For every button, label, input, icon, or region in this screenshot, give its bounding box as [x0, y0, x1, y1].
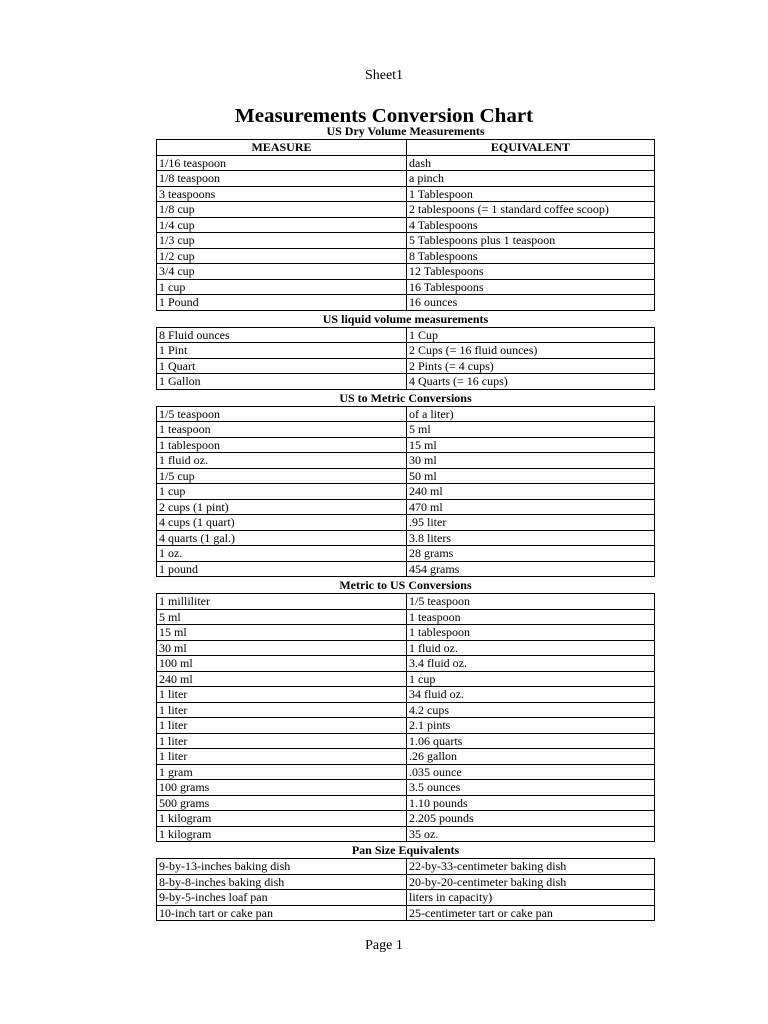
section-table [156, 406, 655, 578]
measure-cell: 1/16 teaspoon [157, 155, 407, 171]
equivalent-cell: 3.8 liters [407, 530, 655, 546]
measure-cell: 1/8 teaspoon [157, 171, 407, 187]
measure-cell: 1 pound [157, 561, 407, 577]
table-row [157, 656, 655, 672]
measure-cell: 4 quarts (1 gal.) [157, 530, 407, 546]
measure-cell: 9-by-13-inches baking dish [157, 859, 407, 875]
measure-cell: 1/8 cup [157, 202, 407, 218]
measure-cell: 8 Fluid ounces [157, 327, 407, 343]
section-table [156, 327, 655, 390]
equivalent-cell: 30 ml [407, 453, 655, 469]
measure-cell: 30 ml [157, 640, 407, 656]
table-row [157, 327, 655, 343]
measure-cell: 2 cups (1 pint) [157, 499, 407, 515]
equivalent-cell: 4 Tablespoons [407, 217, 655, 233]
table-row [157, 515, 655, 531]
equivalent-cell: 1.10 pounds [407, 795, 655, 811]
table-row [157, 687, 655, 703]
measure-cell: 10-inch tart or cake pan [157, 905, 407, 921]
equivalent-cell: 4 Quarts (= 16 cups) [407, 374, 655, 390]
sheet-header: Sheet1 [364, 68, 404, 83]
equivalent-cell: 15 ml [407, 437, 655, 453]
measure-cell: 1/4 cup [157, 217, 407, 233]
equivalent-cell: 35 oz. [407, 826, 655, 842]
measure-cell: 240 ml [157, 671, 407, 687]
equivalent-cell: 34 fluid oz. [407, 687, 655, 703]
table-row [157, 561, 655, 577]
equivalent-cell: 22-by-33-centimeter baking dish [407, 859, 655, 875]
equivalent-cell: 4.2 cups [407, 702, 655, 718]
table-row [157, 780, 655, 796]
equivalent-cell: 1 cup [407, 671, 655, 687]
section-table [156, 858, 655, 921]
measure-column-header: MEASURE [157, 140, 407, 156]
measure-cell: 1 cup [157, 484, 407, 500]
measure-cell: 1 cup [157, 279, 407, 295]
table-row [157, 749, 655, 765]
table-row [157, 406, 655, 422]
section-title: Metric to US Conversions [339, 578, 472, 592]
measure-cell: 9-by-5-inches loaf pan [157, 890, 407, 906]
measure-cell: 1/5 teaspoon [157, 406, 407, 422]
table-row [157, 374, 655, 390]
equivalent-cell: 20-by-20-centimeter baking dish [407, 874, 655, 890]
equivalent-cell: 1 Cup [407, 327, 655, 343]
measure-cell: 1 fluid oz. [157, 453, 407, 469]
measure-cell: 1 liter [157, 687, 407, 703]
section-table [156, 139, 655, 311]
table-row [157, 186, 655, 202]
measure-cell: 4 cups (1 quart) [157, 515, 407, 531]
equivalent-cell: of a liter) [407, 406, 655, 422]
measure-cell: 8-by-8-inches baking dish [157, 874, 407, 890]
chart-title-container [0, 100, 768, 122]
table-row [157, 530, 655, 546]
equivalent-cell: 1 tablespoon [407, 625, 655, 641]
equivalent-cell: 3.4 fluid oz. [407, 656, 655, 672]
equivalent-cell: dash [407, 155, 655, 171]
measure-cell: 1 Gallon [157, 374, 407, 390]
table-row [157, 279, 655, 295]
table-row [157, 295, 655, 311]
equivalent-column-header: EQUIVALENT [407, 140, 655, 156]
measure-cell: 1 kilogram [157, 811, 407, 827]
measure-cell: 1 liter [157, 702, 407, 718]
measure-cell: 3/4 cup [157, 264, 407, 280]
measure-cell: 1 Pound [157, 295, 407, 311]
measure-cell: 1 liter [157, 749, 407, 765]
table-row [157, 171, 655, 187]
table-row [157, 640, 655, 656]
table-row [157, 484, 655, 500]
measure-cell: 1 teaspoon [157, 422, 407, 438]
column-header-row [157, 140, 655, 156]
equivalent-cell: 2 Cups (= 16 fluid ounces) [407, 343, 655, 359]
equivalent-cell: 50 ml [407, 468, 655, 484]
measure-cell: 1/5 cup [157, 468, 407, 484]
table-row [157, 671, 655, 687]
measure-cell: 1 liter [157, 718, 407, 734]
equivalent-cell: 470 ml [407, 499, 655, 515]
equivalent-cell: 240 ml [407, 484, 655, 500]
equivalent-cell: 1 teaspoon [407, 609, 655, 625]
equivalent-cell: 1 fluid oz. [407, 640, 655, 656]
section-table [156, 593, 655, 842]
measure-cell: 1 gram [157, 764, 407, 780]
measure-cell: 1/3 cup [157, 233, 407, 249]
equivalent-cell: 25-centimeter tart or cake pan [407, 905, 655, 921]
equivalent-cell: 1 Tablespoon [407, 186, 655, 202]
table-row [157, 625, 655, 641]
equivalent-cell: 12 Tablespoons [407, 264, 655, 280]
table-row [157, 890, 655, 906]
page-footer: Page 1 [365, 938, 403, 953]
measure-cell: 500 grams [157, 795, 407, 811]
table-row [157, 905, 655, 921]
table-row [157, 546, 655, 562]
section-title: Pan Size Equivalents [351, 843, 460, 857]
equivalent-cell: 2 Pints (= 4 cups) [407, 358, 655, 374]
measure-cell: 1 liter [157, 733, 407, 749]
measure-cell: 1 tablespoon [157, 437, 407, 453]
equivalent-cell: liters in capacity) [407, 890, 655, 906]
conversion-sheet [156, 123, 655, 921]
measure-cell: 1/2 cup [157, 248, 407, 264]
equivalent-cell: 3.5 ounces [407, 780, 655, 796]
equivalent-cell: 16 ounces [407, 295, 655, 311]
table-row [157, 264, 655, 280]
table-row [157, 422, 655, 438]
equivalent-cell: 1.06 quarts [407, 733, 655, 749]
table-row [157, 874, 655, 890]
chart-title: Measurements Conversion Chart [234, 105, 534, 122]
measure-cell: 1 kilogram [157, 826, 407, 842]
measure-cell: 100 grams [157, 780, 407, 796]
equivalent-cell: .95 liter [407, 515, 655, 531]
measure-cell: 15 ml [157, 625, 407, 641]
table-row [157, 733, 655, 749]
measure-cell: 1 milliliter [157, 594, 407, 610]
table-row [157, 155, 655, 171]
table-row [157, 248, 655, 264]
table-row [157, 202, 655, 218]
section-title: US Dry Volume Measurements [326, 124, 485, 138]
equivalent-cell: a pinch [407, 171, 655, 187]
table-row [157, 233, 655, 249]
table-row [157, 702, 655, 718]
table-row [157, 594, 655, 610]
equivalent-cell: 1/5 teaspoon [407, 594, 655, 610]
measure-cell: 3 teaspoons [157, 186, 407, 202]
table-row [157, 343, 655, 359]
equivalent-cell: 5 ml [407, 422, 655, 438]
equivalent-cell: 2.1 pints [407, 718, 655, 734]
section-title: US liquid volume measurements [322, 311, 489, 326]
measure-cell: 100 ml [157, 656, 407, 672]
table-row [157, 826, 655, 842]
table-row [157, 609, 655, 625]
table-row [157, 795, 655, 811]
measure-cell: 5 ml [157, 609, 407, 625]
table-row [157, 437, 655, 453]
equivalent-cell: 28 grams [407, 546, 655, 562]
table-row [157, 764, 655, 780]
equivalent-cell: 2 tablespoons (= 1 standard coffee scoop) [407, 202, 655, 218]
table-row [157, 453, 655, 469]
table-row [157, 358, 655, 374]
equivalent-cell: 454 grams [407, 561, 655, 577]
equivalent-cell: 16 Tablespoons [407, 279, 655, 295]
table-row [157, 217, 655, 233]
table-row [157, 499, 655, 515]
equivalent-cell: 2.205 pounds [407, 811, 655, 827]
measure-cell: 1 Pint [157, 343, 407, 359]
measure-cell: 1 Quart [157, 358, 407, 374]
equivalent-cell: .035 ounce [407, 764, 655, 780]
section-title: US to Metric Conversions [339, 390, 472, 405]
equivalent-cell: .26 gallon [407, 749, 655, 765]
equivalent-cell: 8 Tablespoons [407, 248, 655, 264]
table-row [157, 811, 655, 827]
table-row [157, 718, 655, 734]
equivalent-cell: 5 Tablespoons plus 1 teaspoon [407, 233, 655, 249]
table-row [157, 468, 655, 484]
measure-cell: 1 oz. [157, 546, 407, 562]
table-row [157, 859, 655, 875]
